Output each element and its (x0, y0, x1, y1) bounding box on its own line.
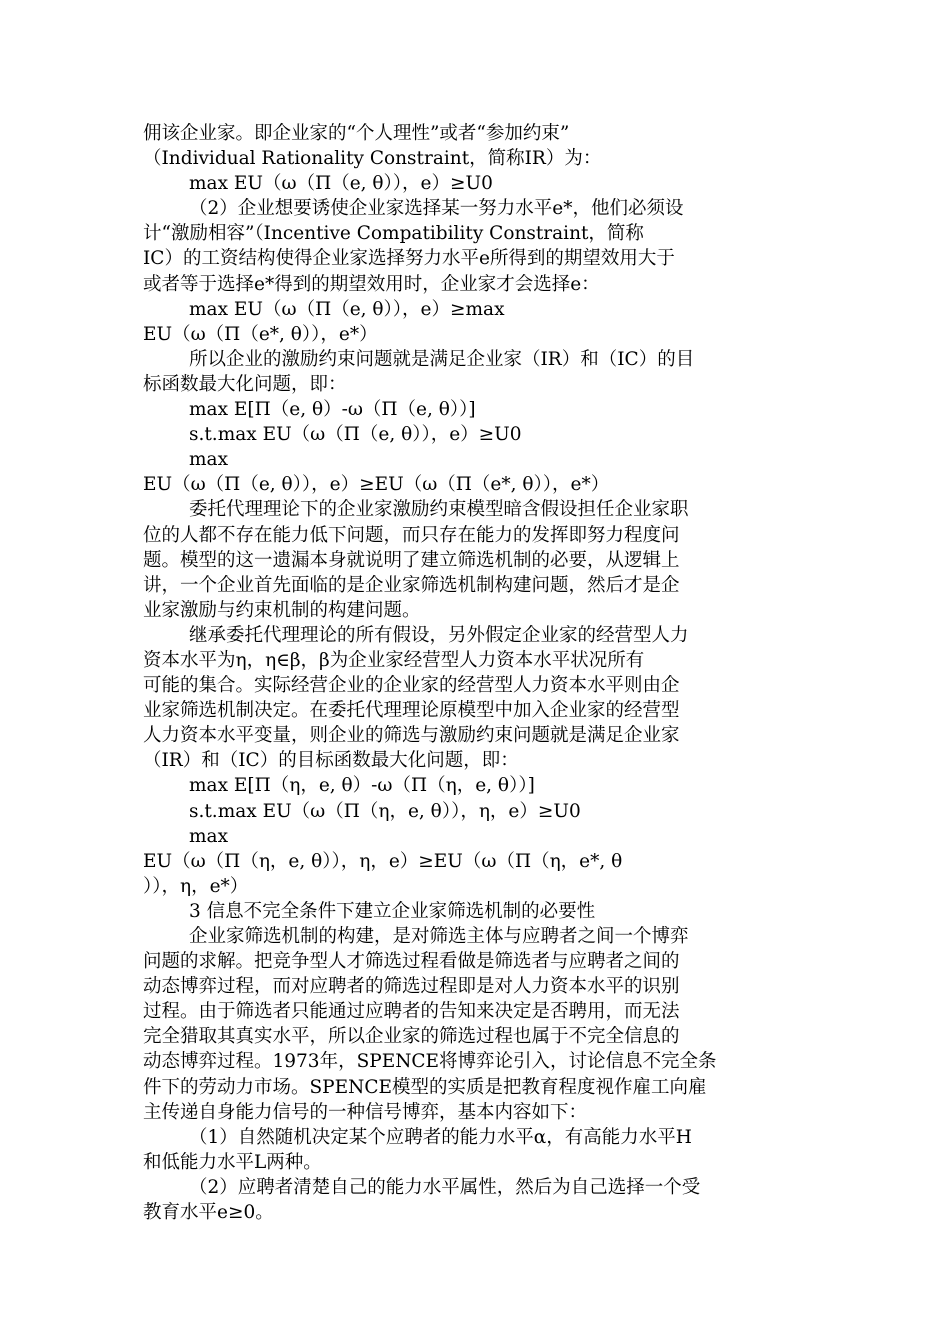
text-line: 资本水平为η，η∈β，β为企业家经营型人力资本水平状况所有 (143, 649, 645, 671)
text-line: 人力资本水平变量，则企业的筛选与激励约束问题就是满足企业家 (143, 725, 680, 747)
text-line: 委托代理理论下的企业家激励约束模型暗含假设担任企业家职 (189, 499, 689, 521)
text-line: 3 信息不完全条件下建立企业家筛选机制的必要性 (189, 900, 596, 922)
text-line: s.t.max EU（ω（Π（e, θ）），e）≥U0 (189, 424, 522, 446)
text-line: 计“激励相容”（Incentive Compatibility Constraint，简称 (143, 223, 644, 245)
text-line: 业家激励与约束机制的构建问题。 (143, 599, 421, 621)
text-line: max EU（ω（Π（e, θ）），e）≥U0 (189, 173, 493, 195)
text-line: EU（ω（Π（e, θ）），e）≥EU（ω（Π（e*, θ）），e*） (143, 474, 610, 496)
text-line: 教育水平e≥0。 (143, 1202, 274, 1224)
text-line: 或者等于选择e*得到的期望效用时，企业家才会选择e： (143, 273, 600, 295)
text-line: 标函数最大化问题，即： (143, 373, 347, 395)
text-line: 企业家筛选机制的构建，是对筛选主体与应聘者之间一个博弈 (189, 926, 689, 947)
text-line: 过程。由于筛选者只能通过应聘者的告知来决定是否聘用，而无法 (143, 1001, 680, 1023)
text-line: IC）的工资结构使得企业家选择努力水平e所得到的期望效用大于 (143, 248, 675, 270)
text-line: EU（ω（Π（η，e, θ）），η，e）≥EU（ω（Π（η，e*, θ (143, 850, 623, 872)
text-line: 可能的集合。实际经营企业的企业家的经营型人力资本水平则由企 (143, 675, 680, 697)
text-line: 件下的劳动力市场。SPENCE模型的实质是把教育程度视作雇工向雇 (143, 1076, 707, 1098)
text-line: max (189, 825, 229, 847)
text-line: ）），η，e*） (143, 875, 249, 897)
text-line: max E[Π（e, θ）-ω（Π（e, θ））] (189, 399, 476, 421)
text-line: 位的人都不存在能力低下问题，而只存在能力的发挥即努力程度问 (143, 524, 680, 546)
text-line: max EU（ω（Π（e, θ）），e）≥max (189, 298, 505, 320)
text-line: （2）企业想要诱使企业家选择某一努力水平e*，他们必须设 (189, 198, 684, 220)
text-line: EU（ω（Π（e*, θ）），e*） (143, 323, 378, 345)
text-line: 业家筛选机制决定。在委托代理理论原模型中加入企业家的经营型 (143, 700, 680, 722)
text-line: 问题的求解。把竞争型人才筛选过程看做是筛选者与应聘者之间的 (143, 951, 680, 973)
text-line: max (189, 449, 229, 471)
text-line: 和低能力水平L两种。 (143, 1151, 322, 1173)
text-line: （1）自然随机决定某个应聘者的能力水平α，有高能力水平H (189, 1126, 692, 1148)
text-line: 佣该企业家。即企业家的“个人理性”或者“参加约束” (143, 123, 570, 144)
text-line: 完全猎取其真实水平，所以企业家的筛选过程也属于不完全信息的 (143, 1026, 680, 1048)
text-line: （IR）和（IC）的目标函数最大化问题，即： (143, 750, 519, 772)
text-line: 主传递自身能力信号的一种信号博弈，基本内容如下： (143, 1101, 588, 1123)
text-line: 动态博弈过程，而对应聘者的筛选过程即是对人力资本水平的识别 (143, 976, 680, 998)
text-line: s.t.max EU（ω（Π（η，e, θ）），η，e）≥U0 (189, 800, 581, 822)
text-line: max E[Π（η，e, θ）-ω（Π（η，e, θ））] (189, 775, 535, 797)
text-line: 题。模型的这一遗漏本身就说明了建立筛选机制的必要，从逻辑上 (143, 549, 680, 571)
text-line: 所以企业的激励约束问题就是满足企业家（IR）和（IC）的目 (189, 348, 695, 370)
body-text (143, 121, 813, 1225)
text-line: 继承委托代理理论的所有假设，另外假定企业家的经营型人力 (189, 624, 689, 646)
text-line: 动态博弈过程。1973年，SPENCE将博弈论引入，讨论信息不完全条 (143, 1051, 717, 1073)
text-line: （2）应聘者清楚自己的能力水平属性，然后为自己选择一个受 (189, 1176, 701, 1198)
text-line: （Individual Rationality Constraint，简称IR）为： (143, 148, 602, 170)
text-line: 讲，一个企业首先面临的是企业家筛选机制构建问题，然后才是企 (143, 574, 680, 596)
